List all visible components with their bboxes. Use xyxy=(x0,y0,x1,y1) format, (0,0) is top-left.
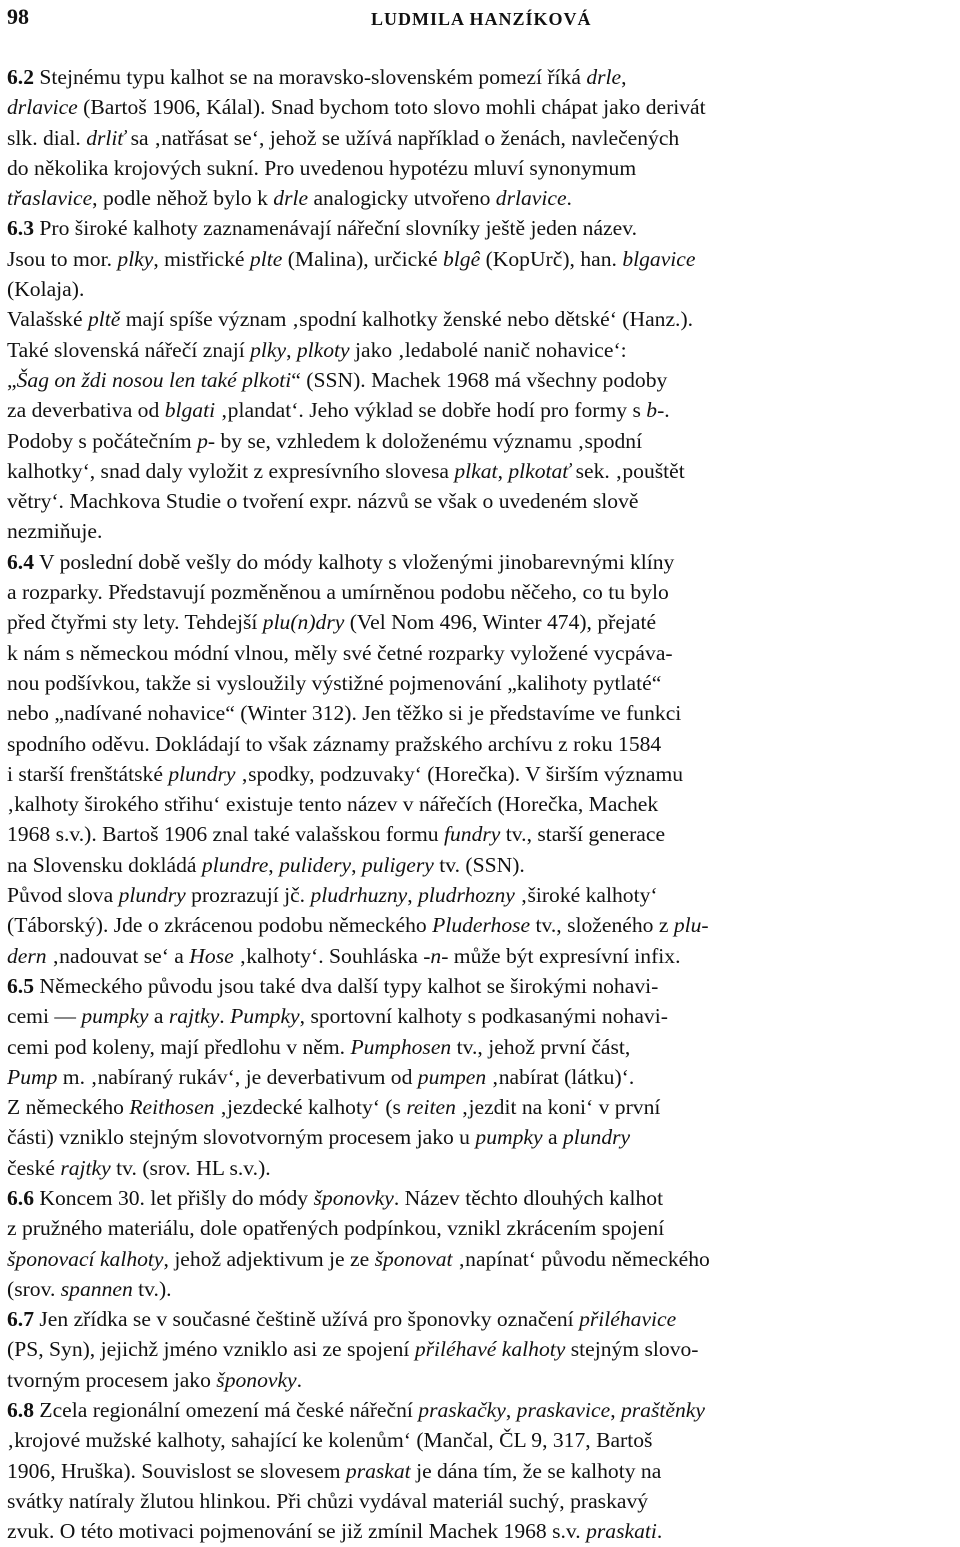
page-header xyxy=(7,4,953,38)
text-line: nou podšívkou, takže si vysloužily výstižné pojmenování „kalihoty pytlaté“ xyxy=(7,670,662,695)
text-line: třaslavice, podle něhož bylo k drle analogicky utvořeno drlavice. xyxy=(7,186,572,211)
text-line: 6.6 Koncem 30. let přišly do módy šponovky. Název těchto dlouhých kalhot xyxy=(7,1185,664,1210)
text-line: (srov. spannen tv.). xyxy=(7,1276,172,1301)
text-line: kalhotky‘, snad daly vyložit z expresívního slovesa plkat, plkotať sek. ‚pouštět xyxy=(7,458,685,483)
page-number: 98 xyxy=(7,4,29,29)
text-line: větry‘. Machkova Studie o tvoření expr. názvů se však o uvedeném slově xyxy=(7,489,639,514)
text-line: nezmiňuje. xyxy=(7,519,103,544)
text-line: zvuk. O této motivaci pojmenování se již zmínil Machek 1968 s.v. praskati. xyxy=(7,1519,663,1544)
text-line: 6.2 Stejnému typu kalhot se na moravsko-slovenském pomezí říká drle, xyxy=(7,65,627,89)
text-line: spodního oděvu. Dokládají to však záznamy pražského archívu z roku 1584 xyxy=(7,731,662,756)
text-line: dern ‚nadouvat se‘ a Hose ‚kalhoty‘. Souhláska -n- může být expresívní infix. xyxy=(7,943,681,968)
text-line: svátky natíraly žlutou hlinkou. Při chůzi vydával materiál suchý, praskavý xyxy=(7,1488,649,1513)
text-line: (Táborský). Jde o zkrácenou podobu německého Pluderhose tv., složeného z plu- xyxy=(7,913,709,938)
text-line: ‚krojové mužské kalhoty, sahající ke kolenům‘ (Mančal, ČL 9, 317, Bartoš xyxy=(7,1428,653,1453)
body-text xyxy=(7,62,953,1547)
text-line: tvorným procesem jako šponovky. xyxy=(7,1367,303,1392)
text-line: slk. dial. drliť sa ‚natřásat se‘, jehož se užívá například o ženách, navlečených xyxy=(7,125,680,150)
text-line: na Slovensku dokládá plundre, pulidery, puligery tv. (SSN). xyxy=(7,852,525,877)
text-line: i starší frenštátské plundry ‚spodky, podzuvaky‘ (Horečka). V širším významu xyxy=(7,761,684,786)
text-line: 6.5 Německého původu jsou také dva další typy kalhot se širokými nohavi- xyxy=(7,973,659,998)
text-line: Z německého Reithosen ‚jezdecké kalhoty‘ (s reiten ‚jezdit na koni‘ v první xyxy=(7,1095,661,1120)
text-line: nebo „nadívané nohavice“ (Winter 312). Jen těžko si je představíme ve funkci xyxy=(7,701,682,726)
text-line: „Šag on ždi nosou len také plkoti“ (SSN). Machek 1968 má všechny podoby xyxy=(7,367,668,392)
text-line: Původ slova plundry prozrazují jč. pludrhuzny, pludrhozny ‚široké kalhoty‘ xyxy=(7,883,658,908)
text-line: Valašské pltě mají spíše význam ‚spodní kalhotky ženské nebo dětské‘ (Hanz.). xyxy=(7,307,694,332)
text-line: části) vzniklo stejným slovotvorným procesem jako u pumpky a plundry xyxy=(7,1125,631,1150)
text-line: ‚kalhoty širokého střihu‘ existuje tento název v nářečích (Horečka, Machek xyxy=(7,792,659,817)
text-line: do několika krojových sukní. Pro uvedenou hypotézu mluví synonymum xyxy=(7,155,637,180)
text-line: před čtyřmi sty lety. Tehdejší plu(n)dry (Vel Nom 496, Winter 474), přejaté xyxy=(7,610,657,635)
text-line: Také slovenská nářečí znají plky, plkoty jako ‚ledabolé nanič nohavice‘: xyxy=(7,337,627,362)
text-line: (Kolaja). xyxy=(7,277,85,302)
text-line: Pump m. ‚nabíraný rukáv‘, je deverbativum od pumpen ‚nabírat (látku)‘. xyxy=(7,1064,635,1089)
text-line: 6.3 Pro široké kalhoty zaznamenávají nářeční slovníky ještě jeden název. xyxy=(7,216,638,241)
text-line: cemi pod koleny, mají předlohu v něm. Pumphosen tv., jehož první část, xyxy=(7,1034,631,1059)
text-line: Podoby s počátečním p- by se, vzhledem k doloženému významu ‚spodní xyxy=(7,428,643,453)
text-line: 6.7 Jen zřídka se v současné češtině užívá pro šponovky označení přiléhavice xyxy=(7,1307,677,1332)
text-line: 1968 s.v.). Bartoš 1906 znal také valašskou formu fundry tv., starší generace xyxy=(7,822,666,847)
text-line: drlavice (Bartoš 1906, Kálal). Snad bychom toto slovo mohli chápat jako derivát xyxy=(7,95,706,120)
text-line: k nám s německou módní vlnou, měly své četné rozparky vyložené vycpáva- xyxy=(7,640,673,665)
text-line: šponovací kalhoty, jehož adjektivum je ze šponovat ‚napínat‘ původu německého xyxy=(7,1246,710,1271)
text-line: za deverbativa od blgati ‚plandat‘. Jeho výklad se dobře hodí pro formy s b-. xyxy=(7,398,670,423)
text-line: 6.4 V poslední době vešly do módy kalhoty s vloženými jinobarevnými klíny xyxy=(7,549,675,574)
text-line: a rozparky. Představují pozměněnou a umírněnou podobu něčeho, co tu bylo xyxy=(7,580,669,605)
text-line: cemi — pumpky a rajtky. Pumpky, sportovní kalhoty s podkasanými nohavi- xyxy=(7,1004,668,1029)
document-page xyxy=(7,4,953,1547)
text-line: české rajtky tv. (srov. HL s.v.). xyxy=(7,1155,271,1180)
text-line: 6.8 Zcela regionální omezení má české nářeční praskačky, praskavice, praštěnky xyxy=(7,1398,705,1423)
text-line: z pružného materiálu, dole opatřených podpínkou, vznikl zkrácením spojení xyxy=(7,1216,665,1241)
text-line: (PS, Syn), jejichž jméno vzniklo asi ze spojení přiléhavé kalhoty stejným slovo- xyxy=(7,1337,699,1362)
text-line: Jsou to mor. plky, mistřické plte (Malina), určické blgê (KopUrč), han. blgavice xyxy=(7,246,696,271)
running-head: LUDMILA HANZÍKOVÁ xyxy=(371,9,592,29)
text-line: 1906, Hruška). Souvislost se slovesem praskat je dána tím, že se kalhoty na xyxy=(7,1458,662,1483)
